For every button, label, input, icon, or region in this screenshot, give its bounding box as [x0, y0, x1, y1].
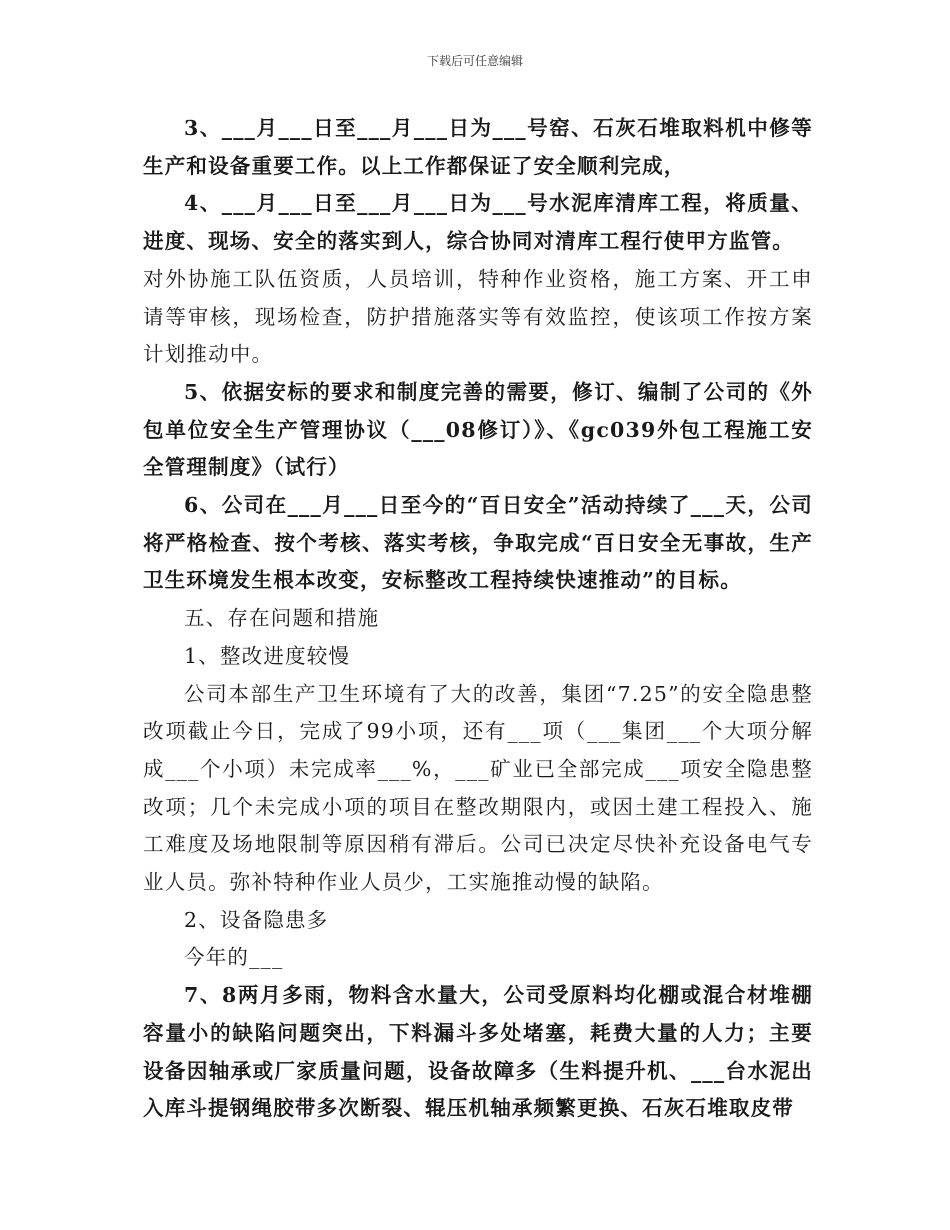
paragraph-this-year: 今年的___: [184, 945, 284, 970]
document-body: [143, 110, 813, 1128]
paragraph-rectification: 公司本部生产卫生环境有了大的改善，集团“7.25”的安全隐患整改项截止今日，完成了99小项，还有___项（___集团___个大项分解成___个小项）未完成率___%，___矿业已全部完成___项安全隐患整改项；几个未完成小项的项目在整改期限内，或因土建工程投入、施工难度及场地限制等原因稍有滞后。公司已决定尽快补充设备电气专业人员。弥补特种作业人员少，工实施推动慢的缺陷。: [143, 681, 813, 895]
paragraph-item-6: 6、公司在___月___日至今的“百日安全”活动持续了___天，公司将严格检查、按个考核、落实考核，争取完成“百日安全无事故，生产卫生环境发生根本改变，安标整改工程持续快速推动”的目标。: [143, 493, 813, 593]
section-heading-problems: 五、存在问题和措施: [184, 606, 380, 631]
paragraph-item-4: 4、___月___日至___月___日为___号水泥库清库工程，将质量、进度、现场、安全的落实到人，综合协同对清库工程行使甲方监管。: [143, 191, 813, 254]
paragraph-rainy-months: 7、8两月多雨，物料含水量大，公司受原料均化棚或混合材堆棚容量小的缺陷问题突出，下料漏斗多处堵塞，耗费大量的人力；主要设备因轴承或厂家质量问题，设备故障多（生料提升机、___台水泥出入库斗提钢绳胶带多次断裂、辊压机轴承频繁更换、石灰石堆取皮带: [143, 983, 813, 1121]
paragraph-item-5: 5、依据安标的要求和制度完善的需要，修订、编制了公司的《外包单位安全生产管理协议（___08修订）》、《gc039外包工程施工安全管理制度》（试行）: [143, 379, 813, 480]
paragraph-item-4-detail: 对外协施工队伍资质，人员培训，特种作业资格，施工方案、开工申请等审核，现场检查，防护措施落实等有效监控，使该项工作按方案计划推动中。: [143, 266, 813, 367]
paragraph-item-3: 3、___月___日至___月___日为___号窑、石灰石堆取料机中修等生产和设备重要工作。以上工作都保证了安全顺利完成，: [143, 116, 813, 178]
subheading-rectification-slow: 1、整改进度较慢: [184, 643, 351, 668]
page-header: 下载后可任意编辑: [426, 54, 523, 68]
subheading-equipment-hazards: 2、设备隐患多: [184, 907, 329, 932]
